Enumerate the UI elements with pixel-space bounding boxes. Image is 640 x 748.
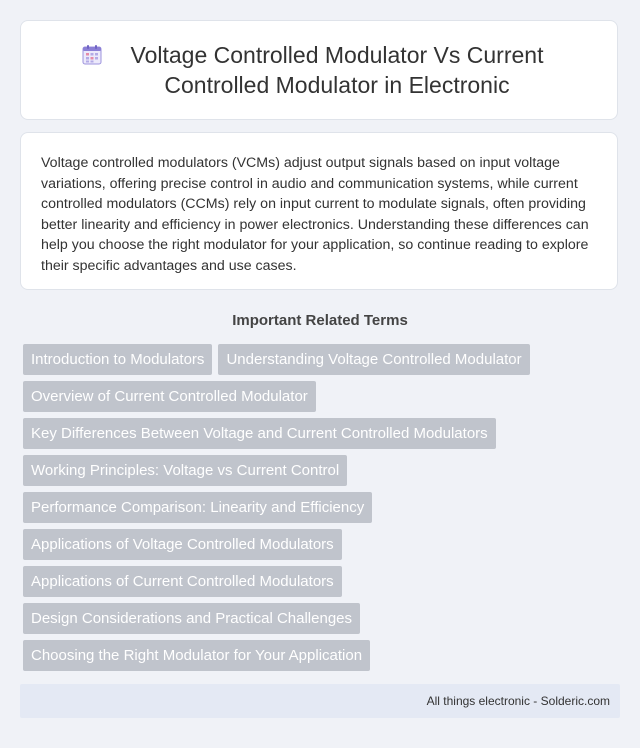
- tag-row: [23, 455, 623, 486]
- footer-credit[interactable]: All things electronic - Solderic.com: [426, 694, 610, 708]
- related-term-tag[interactable]: Understanding Voltage Controlled Modulator: [218, 344, 529, 375]
- calendar-icon: [81, 44, 103, 66]
- related-term-tag[interactable]: Design Considerations and Practical Challenges: [23, 603, 360, 634]
- related-term-tag[interactable]: Applications of Current Controlled Modulators: [23, 566, 342, 597]
- tag-row: [23, 640, 623, 671]
- related-term-tag[interactable]: Performance Comparison: Linearity and Efficiency: [23, 492, 372, 523]
- related-term-tag[interactable]: Choosing the Right Modulator for Your Application: [23, 640, 370, 671]
- related-term-tag[interactable]: Introduction to Modulators: [23, 344, 212, 375]
- tag-row: [23, 603, 623, 634]
- related-term-tag[interactable]: Applications of Voltage Controlled Modulators: [23, 529, 342, 560]
- tag-row: [23, 529, 623, 560]
- tag-row: [23, 418, 623, 449]
- footer: [20, 684, 620, 718]
- tag-row: [23, 344, 623, 375]
- tag-row: [23, 492, 623, 523]
- related-terms-heading: Important Related Terms: [232, 312, 408, 329]
- related-term-tag[interactable]: Working Principles: Voltage vs Current Control: [23, 455, 347, 486]
- related-term-tag[interactable]: Key Differences Between Voltage and Current Controlled Modulators: [23, 418, 496, 449]
- page-title: Voltage Controlled Modulator Vs Current Controlled Modulator in Electronic: [130, 42, 544, 98]
- tag-row: [23, 381, 623, 412]
- title-card: [20, 20, 618, 120]
- tag-row: [23, 566, 623, 597]
- related-terms-list: [23, 344, 623, 677]
- summary-card: [20, 132, 618, 290]
- related-term-tag[interactable]: Overview of Current Controlled Modulator: [23, 381, 316, 412]
- summary-text: Voltage controlled modulators (VCMs) adjust output signals based on input voltage variations, offering precise control in audio and communication systems, while current controlled modulators (CCMs) rely on input current to modulate signals, often providing better linearity and efficiency in power electronics. Understanding these differences can help you choose the right modulator for your application, so continue reading to explore their specific advantages and use cases.: [41, 155, 589, 274]
- title-wrap: [81, 40, 597, 100]
